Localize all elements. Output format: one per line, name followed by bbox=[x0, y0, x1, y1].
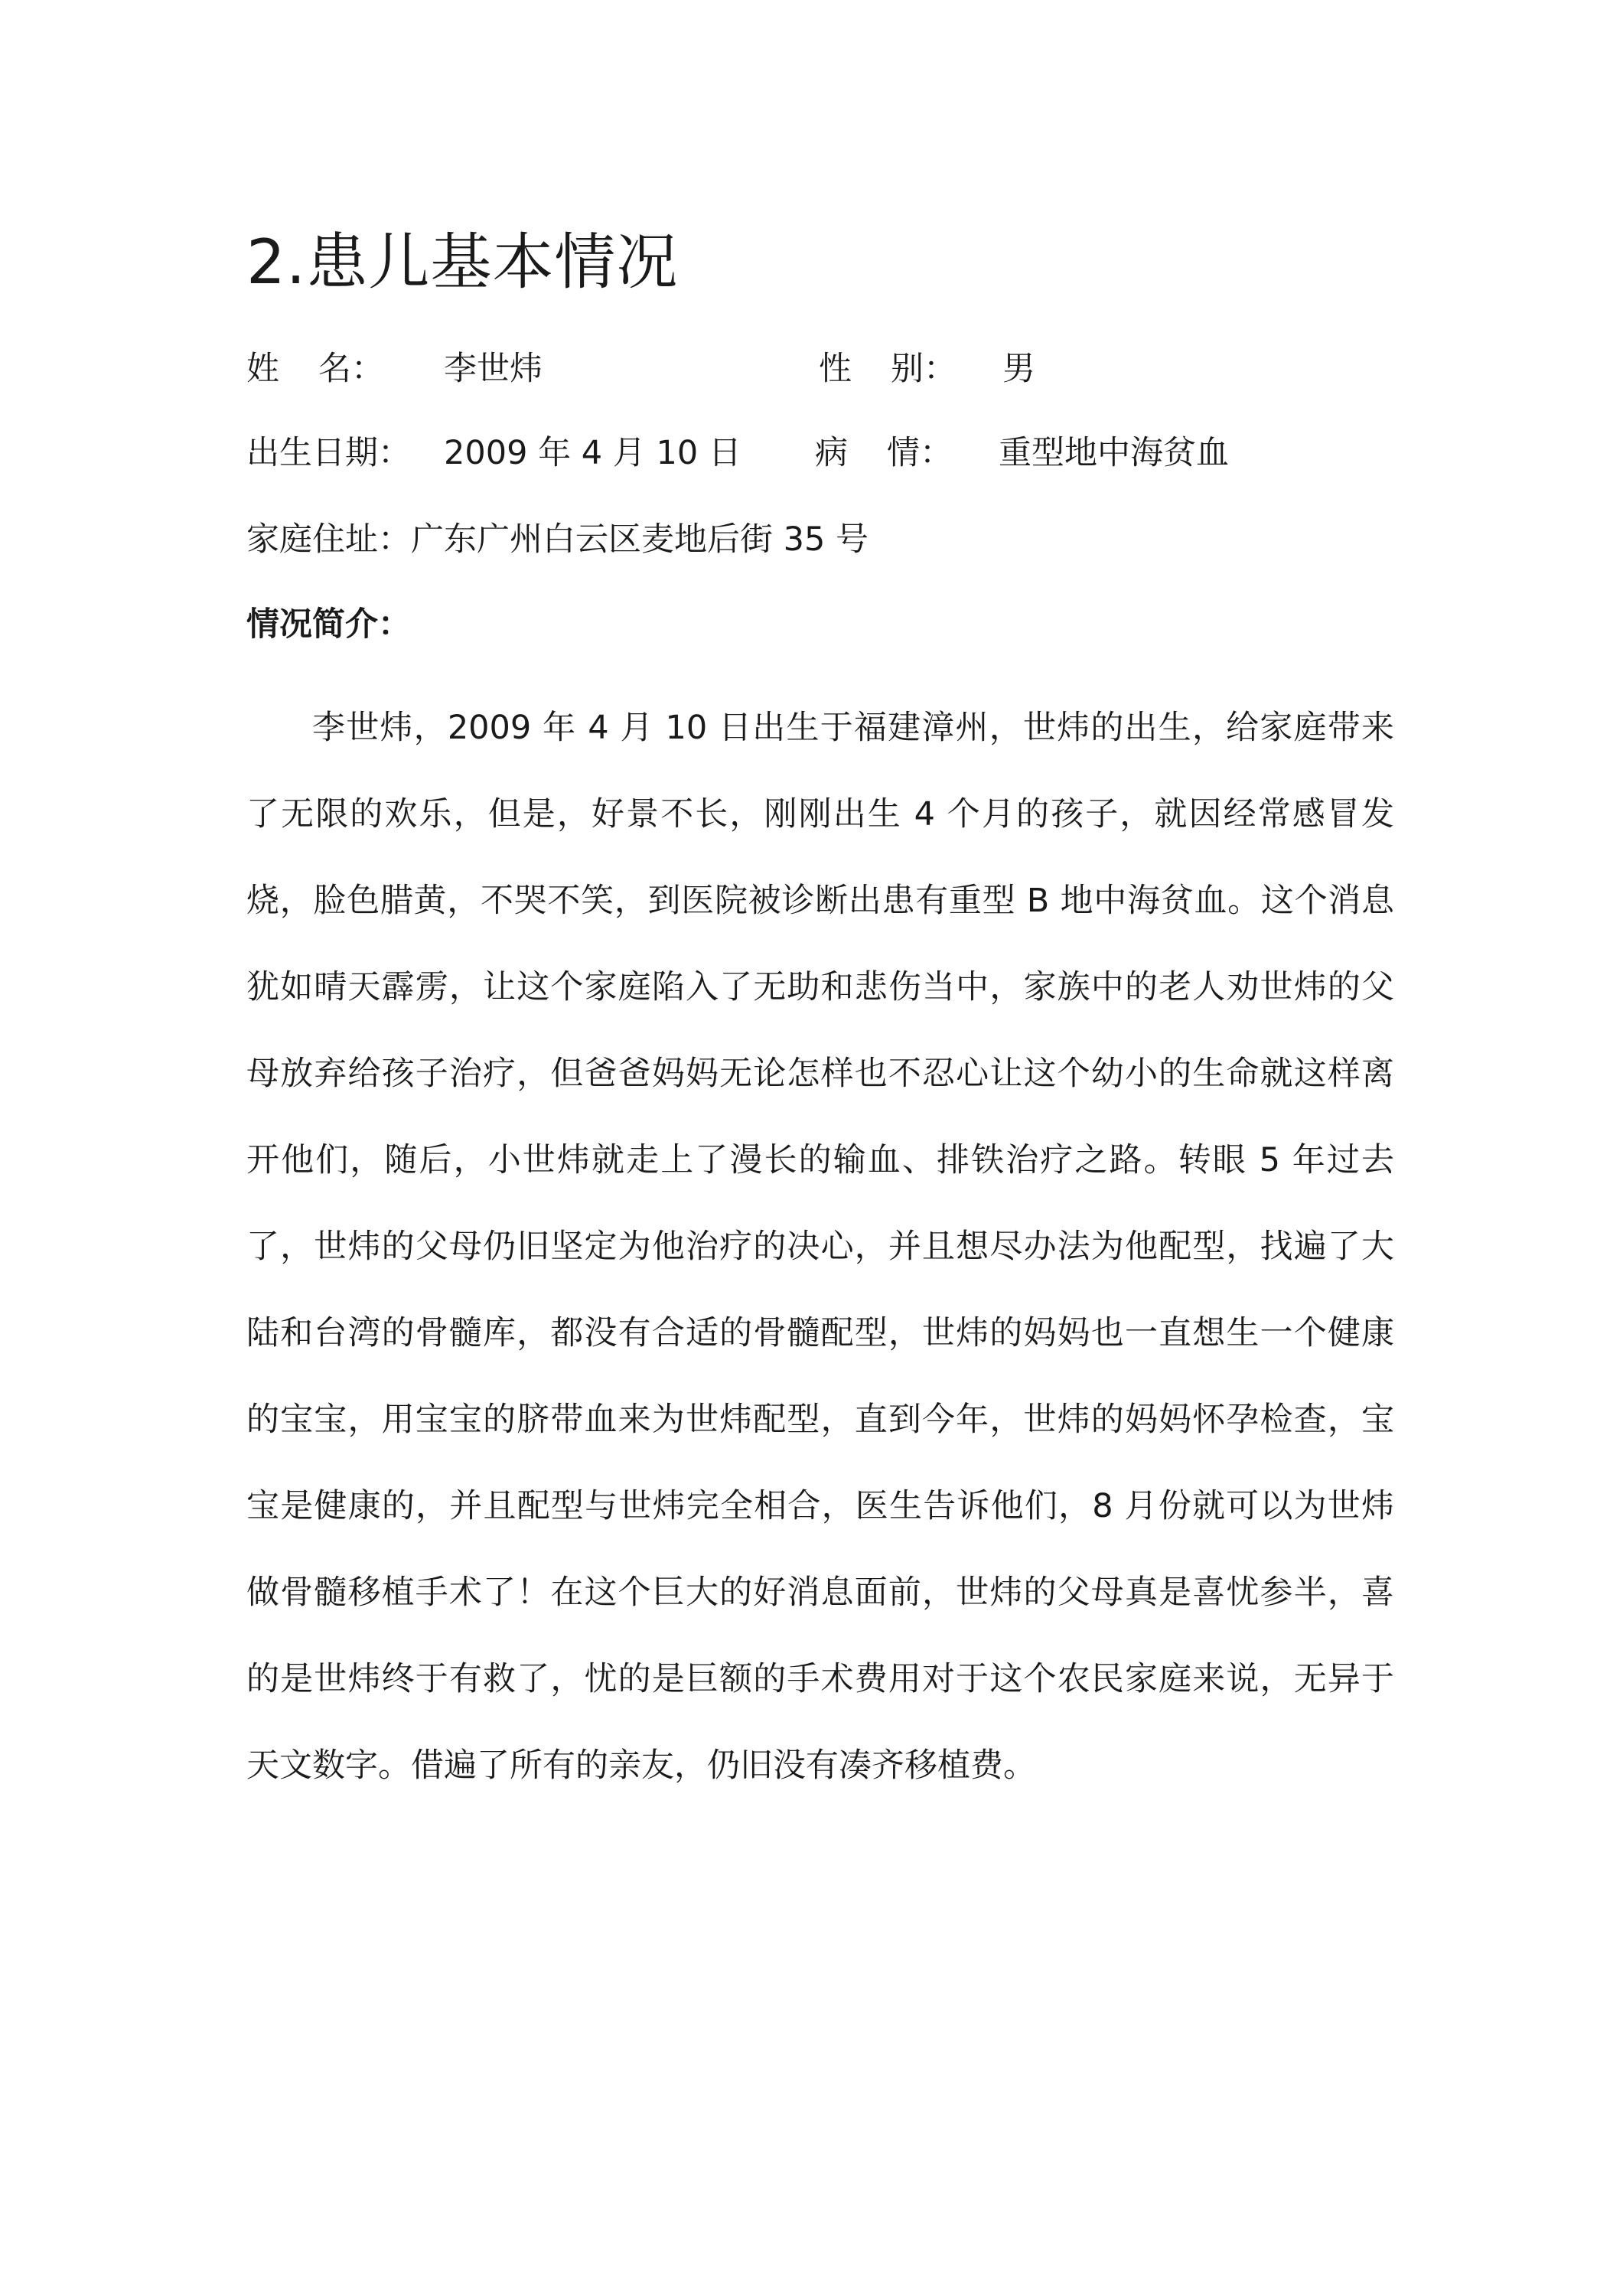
condition-field bbox=[815, 430, 953, 476]
page-title: 2.患儿基本情况 bbox=[246, 227, 679, 298]
name-field bbox=[246, 346, 384, 392]
address-value: 广东广州白云区麦地后街 35 号 bbox=[411, 520, 869, 559]
address-label: 家庭住址： bbox=[246, 520, 411, 559]
gender-label: 性 别： bbox=[819, 350, 957, 388]
condition-label: 病 情： bbox=[815, 434, 953, 472]
birth-value: 2009 年 4 月 10 日 bbox=[444, 434, 741, 472]
intro-heading: 情况简介： bbox=[246, 605, 411, 644]
birth-label: 出生日期： bbox=[246, 434, 411, 472]
gender-field bbox=[819, 346, 957, 392]
name-label: 姓 名： bbox=[246, 350, 384, 388]
condition-value: 重型地中海贫血 bbox=[999, 434, 1229, 472]
address-field bbox=[246, 517, 869, 563]
gender-value: 男 bbox=[1002, 350, 1035, 388]
name-value: 李世炜 bbox=[444, 350, 543, 388]
intro-paragraph: 李世炜，2009 年 4 月 10 日出生于福建漳州，世炜的出生，给家庭带来了无限的欢乐，但是，好景不长，刚刚出生 4 个月的孩子，就因经常感冒发烧，脸色腊黄，不哭不笑，到医院被诊断出患有重型 B 地中海贫血。这个消息犹如晴天霹雳，让这个家庭陷入了无助和悲伤当中，家族中的老人劝世炜的父母放弃给孩子治疗，但爸爸妈妈无论怎样也不忍心让这个幼小的生命就这样离开他们，随后，小世炜就走上了漫长的输血、排铁治疗之路。转眼 5 年过去了，世炜的父母仍旧坚定为他治疗的决心，并且想尽办法为他配型，找遍了大陆和台湾的骨髓库，都没有合适的骨髓配型，世炜的妈妈也一直想生一个健康的宝宝，用宝宝的脐带血来为世炜配型，直到今年，世炜的妈妈怀孕检查，宝宝是健康的，并且配型与世炜完全相合，医生告诉他们，8 月份就可以为世炜做骨髓移植手术了！在这个巨大的好消息面前，世炜的父母真是喜忧参半，喜的是世炜终于有救了，忧的是巨额的手术费用对于这个农民家庭来说，无异于天文数字。借遍了所有的亲友，仍旧没有凑齐移植费。 bbox=[246, 709, 1394, 1785]
